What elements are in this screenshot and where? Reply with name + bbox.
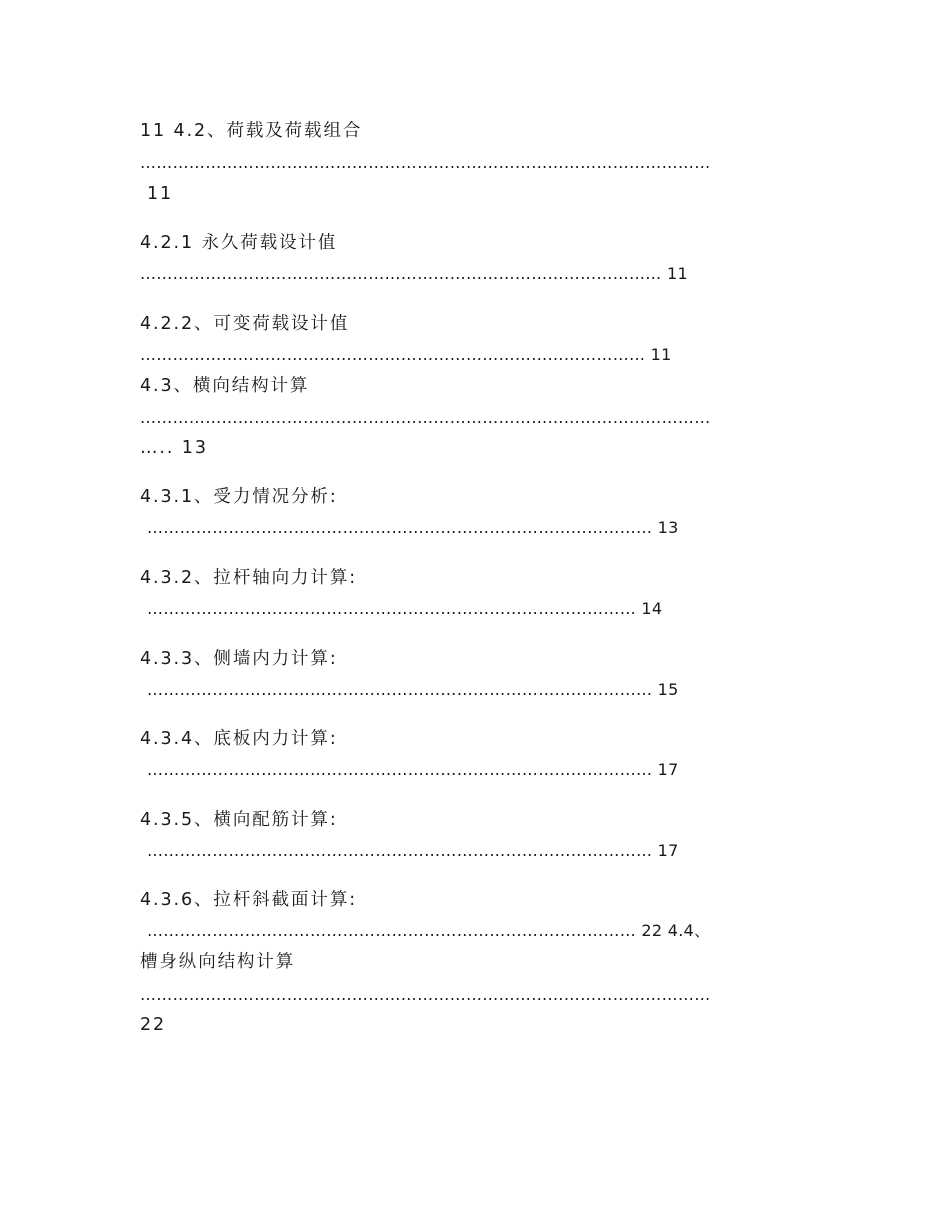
toc-entry-4-2-2: 4.2.2、可变荷载设计值	[140, 314, 350, 334]
toc-leader-4-2-1: …………………………………………………………………………………… 11	[140, 264, 688, 283]
toc-heading-4-3: 4.3、横向结构计算	[140, 376, 310, 396]
toc-leader-4-3-3: ………………………………………………………………………………… 15	[147, 680, 679, 699]
toc-heading-4-4: 槽身纵向结构计算	[140, 952, 296, 972]
toc-entry-4-3-1: 4.3.1、受力情况分析:	[140, 487, 338, 507]
toc-entry-4-3-4: 4.3.4、底板内力计算:	[140, 729, 338, 749]
toc-leader-4-3-5: ………………………………………………………………………………… 17	[147, 841, 679, 860]
toc-leader-4-2-2: ………………………………………………………………………………… 11	[140, 345, 672, 364]
toc-page-number-4-3: ….. 13	[140, 438, 208, 458]
toc-leader-4-3-2: ……………………………………………………………………………… 14	[147, 599, 663, 618]
toc-leader-dots: ……………………………………………………………………………………………	[140, 153, 711, 172]
toc-entry-4-3-5: 4.3.5、横向配筋计算:	[140, 810, 338, 830]
toc-leader-4-3-6: ……………………………………………………………………………… 22 4.4、	[147, 921, 711, 940]
toc-leader-4-3-4: ………………………………………………………………………………… 17	[147, 760, 679, 779]
toc-entry-4-3-3: 4.3.3、侧墙内力计算:	[140, 649, 338, 669]
toc-heading-4-2: 11 4.2、荷载及荷载组合	[140, 121, 363, 141]
toc-entry-4-2-1: 4.2.1 永久荷载设计值	[140, 233, 338, 253]
toc-leader-4-3: ……………………………………………………………………………………………	[140, 408, 711, 427]
toc-leader-4-4: ……………………………………………………………………………………………	[140, 985, 711, 1004]
toc-entry-4-3-6: 4.3.6、拉杆斜截面计算:	[140, 890, 358, 910]
toc-page-number: 11	[147, 184, 174, 204]
toc-entry-4-3-2: 4.3.2、拉杆轴向力计算:	[140, 568, 358, 588]
toc-leader-4-3-1: ………………………………………………………………………………… 13	[147, 518, 679, 537]
toc-page-number-4-4: 22	[140, 1015, 167, 1035]
